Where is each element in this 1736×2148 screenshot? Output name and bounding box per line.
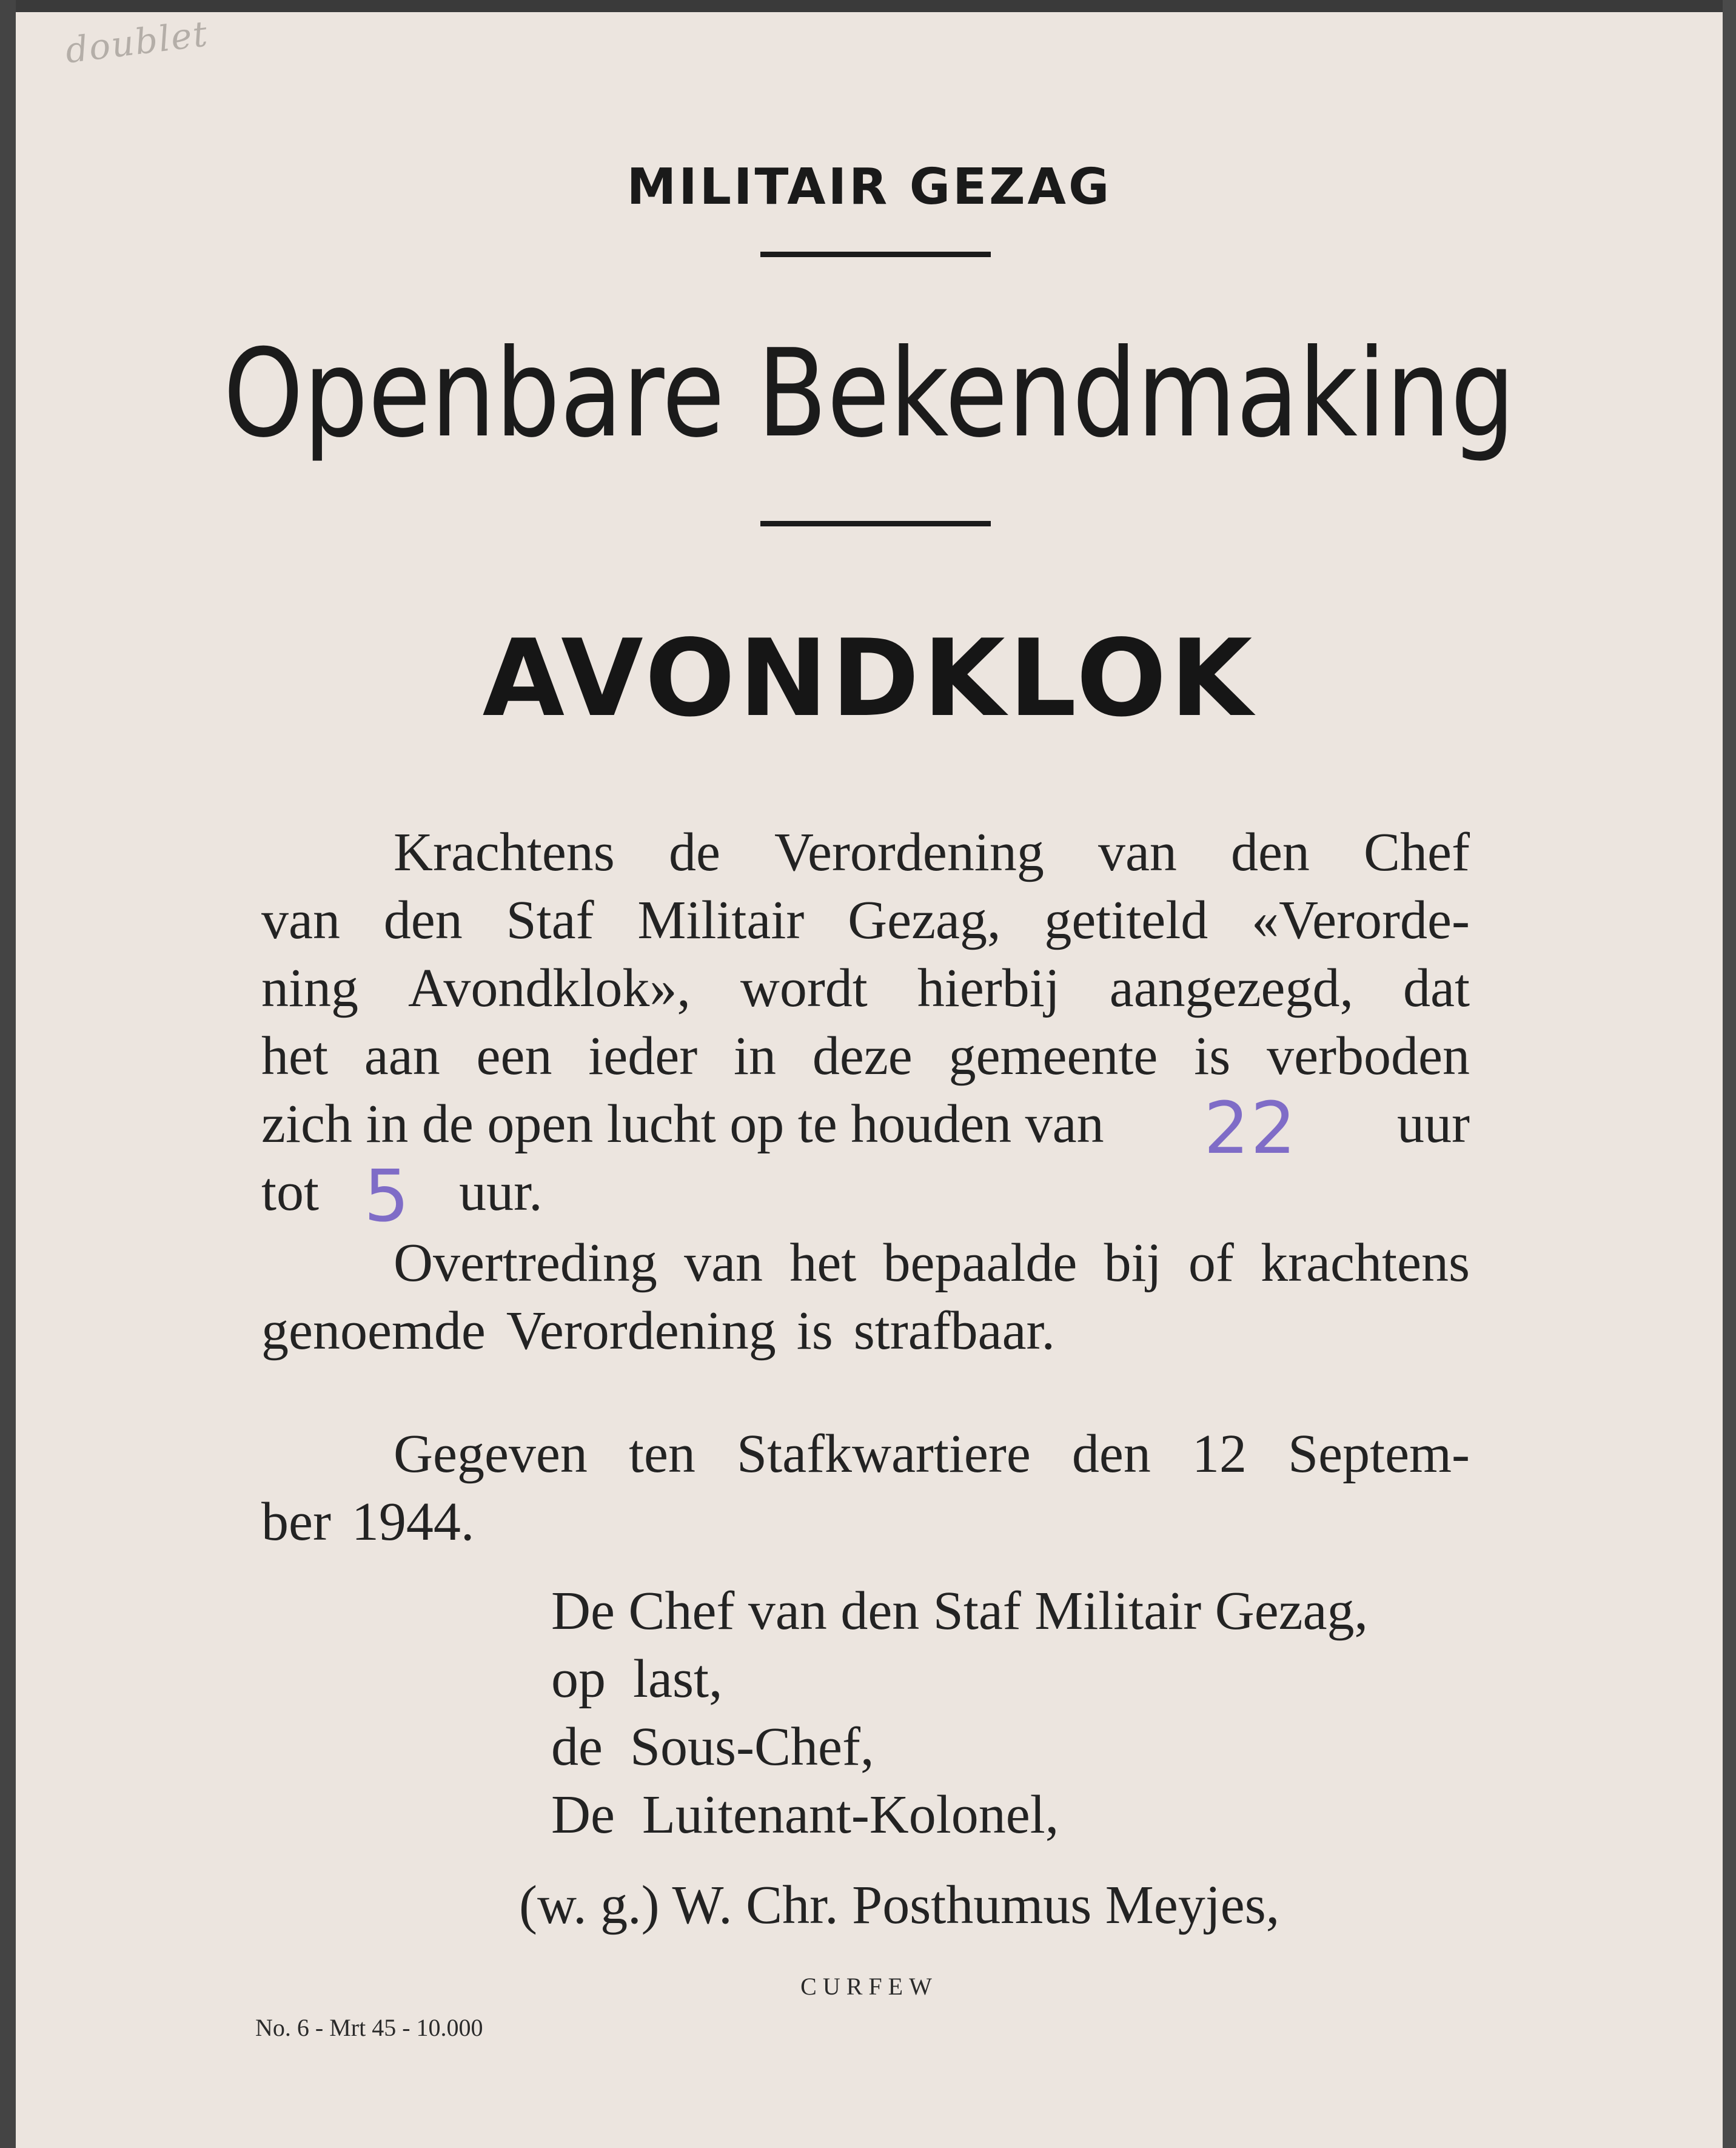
paragraph-penalty — [261, 1229, 1470, 1365]
scan-top-edge — [0, 0, 1736, 12]
divider-rule-top — [760, 252, 991, 257]
paragraph-ordinance — [261, 819, 1470, 1238]
signature-line: de Sous-Chef, — [551, 1717, 874, 1777]
poster-heading: AVONDKLOK — [482, 617, 1256, 740]
poster-title: Openbare Bekendmaking — [223, 323, 1515, 465]
paragraph-date — [261, 1420, 1470, 1556]
signature-block — [551, 1577, 1368, 1849]
curfew-sentence: zich in de open lucht op te houden van — [261, 1094, 1104, 1154]
print-run-note: No. 6 - Mrt 45 - 10.000 — [255, 2014, 483, 2041]
text-line: het aan een ieder in deze gemeente is verboden — [261, 1026, 1470, 1086]
divider-rule-bottom — [760, 521, 991, 526]
stamped-end-hour: 5 — [364, 1154, 411, 1238]
handwritten-note: doublet — [63, 13, 211, 72]
issuing-authority: MILITAIR GEZAG — [626, 158, 1112, 216]
signature-line: De Chef van den Staf Militair Gezag, — [551, 1581, 1369, 1641]
signature-line: op last, — [551, 1649, 723, 1709]
text-line: ber 1944. — [261, 1492, 475, 1552]
signatory-name: (w. g.) W. Chr. Posthumus Meyjes, — [519, 1875, 1280, 1935]
text-line: Krachtens de Verordening van den Chef — [394, 822, 1470, 882]
text-line: tot 5 uur. — [261, 1154, 543, 1238]
text-line: genoemde Verordening is strafbaar. — [261, 1301, 1056, 1361]
stamped-start-hour: 22 — [1204, 1086, 1298, 1170]
scan-right-edge — [1723, 0, 1736, 2148]
signature-line: De Luitenant-Kolonel, — [551, 1785, 1059, 1845]
scan-left-edge — [0, 0, 16, 2148]
text-line: ning Avondklok», wordt hierbij aangezegd, dat — [261, 958, 1470, 1018]
footer-label: CURFEW — [800, 1973, 938, 2000]
text-line: Overtreding van het bepaalde bij of krachtens — [394, 1233, 1470, 1293]
poster-sheet — [16, 12, 1723, 2148]
text-line: van den Staf Militair Gezag, getiteld «Verorde- — [261, 890, 1470, 950]
text-line: zich in de open lucht op te houden van 22 uur — [261, 1086, 1470, 1170]
text-line: Gegeven ten Stafkwartiere den 12 Septem- — [394, 1424, 1470, 1484]
